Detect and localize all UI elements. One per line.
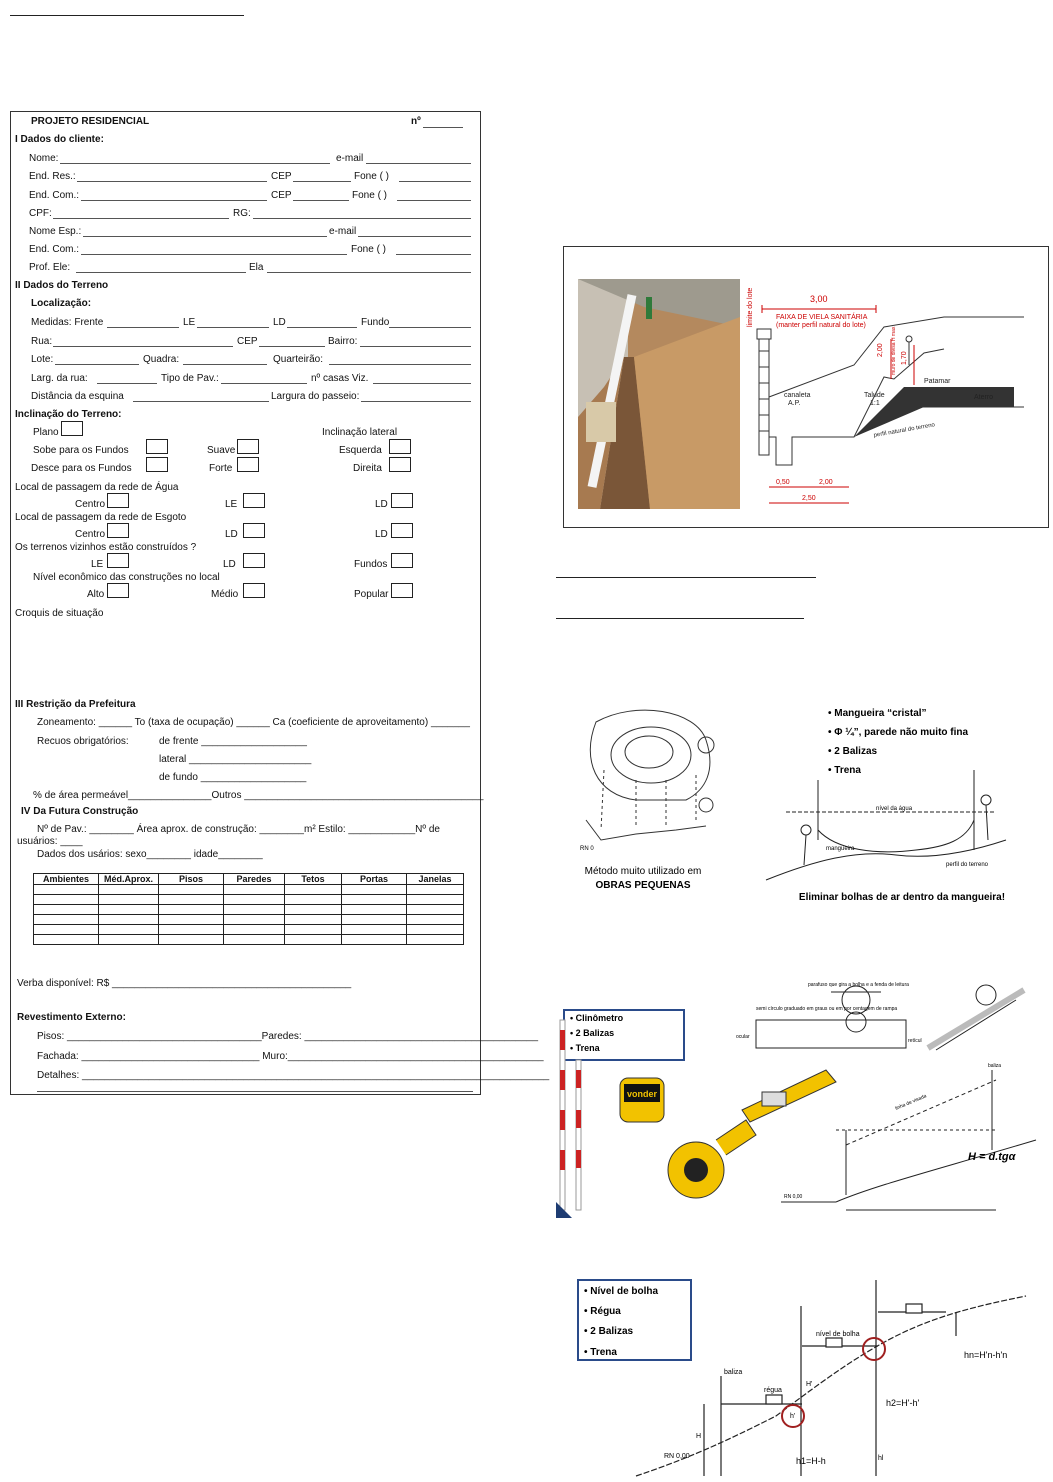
checkbox-popular[interactable] (391, 583, 413, 598)
label-linha-visada: linha de visada (894, 1093, 928, 1112)
label-ld-esgoto-1: LD (225, 529, 238, 540)
label-end-com-1: End. Com.: (29, 190, 80, 201)
clinometro-svg (556, 970, 1038, 1218)
field-n-pav[interactable]: Nº de Pav.: ________ Área aprox. de construção: ________m² Estilo: ____________Nº de (37, 824, 440, 835)
checkbox-forte[interactable] (237, 457, 259, 472)
dim-2-50: 2,50 (802, 495, 816, 502)
field-email-2[interactable] (358, 227, 471, 237)
label-forte: Forte (209, 463, 233, 474)
clinometro-panel (556, 970, 1038, 1218)
field-dados-usuarios[interactable]: Dados dos usários: sexo________ idade________ (37, 849, 263, 860)
label-rn-mangueira: RN 0 (580, 846, 594, 852)
mangueira-svg (556, 700, 1038, 910)
label-fone-2: Fone ( ) (352, 190, 388, 201)
label-fone-3: Fone ( ) (351, 244, 387, 255)
th-ambientes: Ambientes (34, 874, 99, 885)
field-lote[interactable] (55, 355, 139, 365)
label-sobe: Sobe para os Fundos (33, 445, 129, 456)
label-suave: Suave (207, 445, 236, 456)
label-talude-ratio: 1:1 (870, 400, 880, 407)
formula-h: H = d.tgα (968, 1151, 1016, 1163)
caption-left-2: OBRAS PEQUENAS (595, 880, 691, 891)
label-h2: h2=H'-h' (886, 1398, 920, 1408)
section-futura: IV Da Futura Construção (21, 806, 139, 817)
label-h1: h1=H-h (796, 1456, 826, 1466)
label-fundos-viz: Fundos (354, 559, 388, 570)
blank-line-2 (556, 618, 804, 619)
label-rg: RG: (233, 208, 251, 219)
field-detalhes[interactable]: Detalhes: ____________________________________________________________________________________ (37, 1070, 550, 1081)
dim-1-70: 1,70 (901, 351, 908, 365)
section-prefeitura: III Restrição da Prefeitura (15, 699, 136, 710)
clinometer-photo (742, 1070, 836, 1122)
field-cep-2[interactable] (293, 191, 349, 201)
label-rn-clin: RN 0,00 (784, 1194, 803, 1200)
bullet-mangueira: • Mangueira “cristal” (828, 708, 927, 719)
label-larg-rua: Larg. da rua: (31, 373, 88, 384)
label-recuos: Recuos obrigatórios: (37, 736, 129, 747)
field-largura-passeio[interactable] (361, 392, 471, 402)
field-detalhes-2[interactable] (37, 1082, 473, 1092)
th-med-aprox: Méd.Aprox. (99, 874, 159, 885)
label-centro-esgoto: Centro (75, 529, 106, 540)
nivel-bolha-svg (576, 1276, 1042, 1477)
label-popular: Popular (354, 589, 389, 600)
label-terreno: perfil do terreno (946, 862, 989, 868)
checkbox-viz-le[interactable] (107, 553, 129, 568)
label-casas-viz: nº casas Viz. (311, 373, 369, 384)
tape-brand: vonder (626, 1089, 658, 1099)
field-pisos-paredes[interactable]: Pisos: ___________________________________Paredes: __________________________________________ (37, 1031, 539, 1042)
field-end-res[interactable] (77, 172, 267, 182)
stair-diagram (636, 1280, 1026, 1476)
caption-left-1: Método muito utilizado em (584, 866, 702, 877)
field-fone-3[interactable] (396, 245, 471, 255)
label-centro-agua: Centro (75, 499, 106, 510)
label-prof-ele: Prof. Ele: (29, 262, 71, 273)
field-rua[interactable] (53, 337, 233, 347)
th-paredes: Paredes (224, 874, 285, 885)
label-croquis: Croquis de situação (15, 608, 104, 619)
bullet-trena: • Trena (828, 765, 861, 776)
section-inclinacao: Inclinação do Terreno: (15, 409, 122, 420)
label-largura-passeio: Largura do passeio: (271, 391, 360, 402)
label-parafuso: parafuso que gira a bolha e a fenda de leitura (808, 982, 909, 988)
circle-h-prime-2 (863, 1338, 885, 1360)
label-ela: Ela (249, 262, 264, 273)
bullet-balizas-2: • 2 Balizas (570, 1028, 615, 1038)
label-nivel-de-bolha: nível de bolha (816, 1331, 860, 1338)
field-recuo-lateral[interactable]: lateral ______________________ (159, 754, 312, 765)
label-canaleta-sub: A.P. (788, 400, 801, 407)
label-end-com-2: End. Com.: (29, 244, 80, 255)
label-ld-esgoto-2: LD (375, 529, 388, 540)
field-bairro[interactable] (360, 337, 471, 347)
label-email-2: e-mail (329, 226, 357, 237)
label-H-prime: H' (806, 1381, 813, 1388)
label-le-agua: LE (225, 499, 238, 510)
field-quadra[interactable] (183, 355, 267, 365)
label-ld-agua: LD (375, 499, 388, 510)
field-frente[interactable] (107, 318, 179, 328)
label-plano: Plano (33, 427, 59, 438)
figure-viela-sanitaria (563, 246, 1049, 528)
checkbox-direita[interactable] (389, 457, 411, 472)
bullet-balizas-3: • 2 Balizas (584, 1326, 634, 1337)
label-faixa-sub: (manter perfil natural do lote) (776, 322, 866, 329)
field-fundo[interactable] (389, 318, 471, 328)
label-end-res: End. Res.: (29, 171, 76, 182)
label-tipo-pav: Tipo de Pav.: (161, 373, 219, 384)
label-perfil: perfil natural do terreno (873, 422, 936, 439)
th-portas: Portas (342, 874, 407, 885)
label-quadra: Quadra: (143, 354, 180, 365)
bullet-trena-2: • Trena (570, 1043, 600, 1053)
field-dist-esquina[interactable] (133, 392, 269, 402)
label-alto: Alto (87, 589, 105, 600)
table-row[interactable] (34, 915, 464, 925)
label-bairro: Bairro: (328, 336, 358, 347)
label-baliza-clin: baliza (988, 1063, 1002, 1069)
field-end-com-2[interactable] (81, 245, 347, 255)
checkbox-agua-centro[interactable] (107, 493, 129, 508)
label-esquerda: Esquerda (339, 445, 382, 456)
bullet-regua: • Régua (584, 1306, 621, 1317)
section-terreno: II Dados do Terreno (15, 280, 109, 291)
field-fone-2[interactable] (397, 191, 471, 201)
label-hl: hl (878, 1455, 884, 1462)
field-fachada-muro[interactable]: Fachada: ________________________________ Muro:______________________________________________ (37, 1051, 544, 1062)
mangueira-bullets (828, 708, 969, 776)
field-recuo-frente[interactable]: de frente ___________________ (159, 736, 307, 747)
table-row[interactable] (34, 885, 464, 895)
checkbox-desce[interactable] (146, 457, 168, 472)
label-agua: Local de passagem da rede de Água (15, 482, 179, 493)
checkbox-suave[interactable] (237, 439, 259, 454)
label-vizinhos: Os terrenos vizinhos estão construídos ? (15, 542, 197, 553)
checkbox-esgoto-centro[interactable] (107, 523, 129, 538)
label-muro: muro de divisa H max (891, 326, 897, 375)
dim-0-50: 0,50 (776, 479, 790, 486)
label-retical: retícul (908, 1038, 922, 1044)
checkbox-plano[interactable] (61, 421, 83, 436)
th-pisos: Pisos (159, 874, 224, 885)
label-esgoto: Local de passagem da rede de Esgoto (15, 512, 187, 523)
field-cep-1[interactable] (293, 172, 351, 182)
label-nome-esp: Nome Esp.: (29, 226, 82, 237)
field-ela[interactable] (267, 263, 471, 273)
label-baliza-nivel: baliza (724, 1369, 743, 1376)
checkbox-medio[interactable] (243, 583, 265, 598)
checkbox-esquerda[interactable] (389, 439, 411, 454)
field-end-com-1[interactable] (81, 191, 267, 201)
label-medidas: Medidas: Frente (31, 317, 104, 328)
form-title: PROJETO RESIDENCIAL (31, 116, 150, 127)
table-row[interactable] (34, 905, 464, 915)
trench-photo (578, 279, 740, 509)
field-fone-1[interactable] (399, 172, 471, 182)
label-patamar: Patamar (924, 378, 951, 385)
label-aterro: Aterro (974, 394, 994, 401)
label-ld-med: LD (273, 317, 286, 328)
field-verba[interactable]: Verba disponível: R$ ___________________________________________ (17, 978, 352, 989)
label-cpf: CPF: (29, 208, 52, 219)
table-row[interactable] (34, 935, 464, 945)
label-talude: Talude (864, 392, 885, 399)
checkbox-sobe[interactable] (146, 439, 168, 454)
field-le-med[interactable] (197, 318, 269, 328)
table-row[interactable] (34, 925, 464, 935)
nivel-bolha-panel (576, 1276, 1042, 1477)
tape-measure-photo (620, 1078, 756, 1198)
label-regua-nivel: régua (764, 1387, 782, 1394)
label-h-prime: h' (790, 1413, 796, 1420)
label-cep-2: CEP (271, 190, 292, 201)
form-number-label: nº (411, 116, 421, 127)
bullet-trena-3: • Trena (584, 1347, 617, 1358)
checkbox-viz-ld[interactable] (243, 553, 265, 568)
label-fundo: Fundo (361, 317, 390, 328)
viela-svg (564, 247, 1050, 529)
label-faixa: FAIXA DE VIELA SANITÁRIA (776, 314, 868, 321)
field-prof-ele[interactable] (76, 263, 246, 273)
form-number-field[interactable] (423, 118, 463, 128)
label-cep-1: CEP (271, 171, 292, 182)
label-nome: Nome: (29, 153, 59, 164)
label-rua: Rua: (31, 336, 53, 347)
clinometer-diagram (756, 985, 1024, 1050)
blank-line-1 (556, 577, 816, 578)
table-row[interactable] (34, 895, 464, 905)
label-limite: limite do lote (747, 287, 754, 327)
topo-sketch (586, 710, 714, 840)
checkbox-agua-ld[interactable] (391, 493, 413, 508)
label-H: H (696, 1433, 702, 1440)
label-ld-viz: LD (223, 559, 236, 570)
th-janelas: Janelas (407, 874, 464, 885)
field-permeavel[interactable]: % de área permeável_______________Outros ___________________________________________ (33, 790, 484, 801)
field-quarteirao[interactable] (329, 355, 471, 365)
table-header-row (34, 874, 464, 885)
dim-3-00: 3,00 (810, 294, 828, 304)
label-localizacao: Localização: (31, 298, 92, 309)
project-form (10, 111, 550, 1095)
label-fone-1: Fone ( ) (354, 171, 390, 182)
label-lote: Lote: (31, 354, 54, 365)
field-nome[interactable] (60, 154, 330, 164)
checkbox-viz-fundos[interactable] (391, 553, 413, 568)
section-client: I Dados do cliente: (15, 134, 104, 145)
ambientes-table (33, 873, 464, 945)
label-le-med: LE (183, 317, 196, 328)
label-le-viz: LE (91, 559, 104, 570)
field-ld-med[interactable] (287, 318, 357, 328)
caption-right: Eliminar bolhas de ar dentro da mangueira! (798, 892, 1006, 903)
label-nivel-agua: nível da água (876, 806, 913, 812)
field-cep-3[interactable] (259, 337, 325, 347)
label-dist-esquina: Distância da esquina (31, 391, 124, 402)
label-inclinacao-lateral: Inclinação lateral (322, 427, 398, 438)
bullet-balizas: • 2 Balizas (828, 746, 878, 757)
field-recuo-fundo[interactable]: de fundo ___________________ (159, 772, 307, 783)
field-rg[interactable] (253, 209, 471, 219)
mangueira-panel (556, 700, 1038, 910)
label-semicirculo: semi círculo graduado em graus ou em por centagem de rampa (756, 1006, 898, 1012)
field-zoneamento[interactable]: Zoneamento: ______ To (taxa de ocupação) ______ Ca (coeficiente de aproveitamento) _______ (37, 717, 470, 728)
slope-diagram (781, 1070, 1036, 1210)
section-revestimento: Revestimento Externo: (17, 1012, 126, 1023)
checkbox-agua-le[interactable] (243, 493, 265, 508)
field-email[interactable] (366, 154, 471, 164)
field-tipo-pav[interactable] (221, 374, 307, 384)
field-larg-rua[interactable] (97, 374, 157, 384)
field-cpf[interactable] (53, 209, 229, 219)
label-email: e-mail (336, 153, 364, 164)
top-underline (10, 15, 244, 16)
bullet-nivel: • Nível de bolha (584, 1286, 659, 1297)
dim-2-00-h: 2,00 (819, 479, 833, 486)
field-usuarios[interactable]: usuários: ____ (17, 836, 83, 847)
checkbox-esgoto-le[interactable] (243, 523, 265, 538)
field-nome-esp[interactable] (83, 227, 327, 237)
bullet-diametro: • Φ ¼”, parede não muito fina (828, 727, 969, 738)
th-tetos: Tetos (285, 874, 342, 885)
label-canaleta: canaleta (784, 392, 811, 399)
label-desce: Desce para os Fundos (31, 463, 132, 474)
label-nivel-economico: Nível econômico das construções no local (33, 572, 220, 583)
label-ocular: ocular (736, 1034, 750, 1040)
label-medio: Médio (211, 589, 239, 600)
label-rn-nivel: RN 0,00 (664, 1453, 690, 1460)
label-cep-3: CEP (237, 336, 258, 347)
bullet-clinometro: • Clinômetro (570, 1013, 624, 1023)
label-direita: Direita (353, 463, 382, 474)
dim-2-00-v: 2,00 (877, 343, 884, 357)
label-hn: hn=H'n-h'n (964, 1350, 1008, 1360)
field-casas-viz[interactable] (373, 374, 471, 384)
checkbox-alto[interactable] (107, 583, 129, 598)
label-mangueira: mangueira (826, 846, 855, 852)
label-quarteirao: Quarteirão: (273, 354, 324, 365)
checkbox-esgoto-ld[interactable] (391, 523, 413, 538)
